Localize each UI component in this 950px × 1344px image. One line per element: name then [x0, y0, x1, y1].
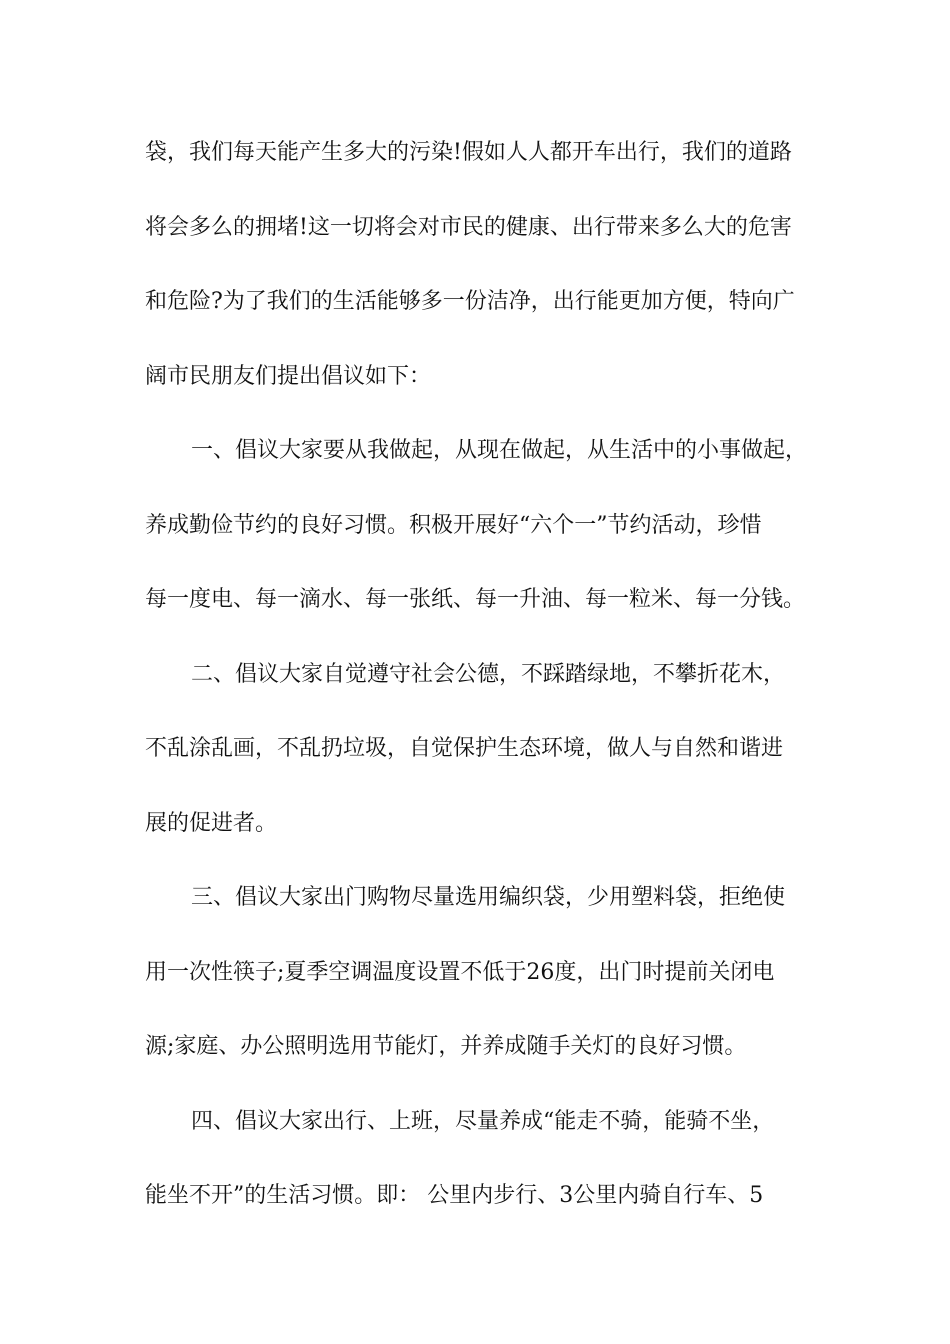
- text-line-8: 二、倡议大家自觉遵守社会公德，不踩踏绿地，不攀折花木，: [191, 661, 786, 687]
- document-body: [145, 131, 815, 1249]
- text-line-15: 能坐不开”的生活习惯。即： 公里内步行、3公里内骑自行车、5: [145, 1183, 764, 1208]
- text-line-2: 将会多么的拥堵!这一切将会对市民的健康、出行带来多么大的危害: [145, 214, 792, 240]
- text-line-10: 展的促进者。: [145, 810, 278, 836]
- text-line-9: 不乱涂乱画，不乱扔垃圾，自觉保护生态环境，做人与自然和谐进: [145, 736, 784, 761]
- text-line-12: 用一次性筷子;夏季空调温度设置不低于26度，出门时提前关闭电: [145, 959, 775, 985]
- text-line-7: 每一度电、每一滴水、每一张纸、每一升油、每一粒米、每一分钱。: [145, 587, 806, 612]
- text-line-1: 袋，我们每天能产生多大的污染!假如人人都开车出行，我们的道路: [145, 140, 792, 165]
- text-line-11: 三、倡议大家出门购物尽量选用编织袋，少用塑料袋，拒绝使: [191, 885, 786, 910]
- text-line-5: 一、倡议大家要从我做起，从现在做起，从生活中的小事做起，: [191, 438, 808, 463]
- text-line-4: 阔市民朋友们提出倡议如下：: [145, 363, 432, 389]
- text-line-14: 四、倡议大家出行、上班，尽量养成“能走不骑，能骑不坐，: [191, 1108, 775, 1134]
- text-line-3: 和危险?为了我们的生活能够多一份洁净，出行能更加方便，特向广: [145, 289, 795, 314]
- text-line-6: 养成勤俭节约的良好习惯。积极开展好“六个一”节约活动，珍惜: [145, 512, 762, 538]
- text-line-13: 源;家庭、办公照明选用节能灯，并养成随手关灯的良好习惯。: [145, 1034, 747, 1059]
